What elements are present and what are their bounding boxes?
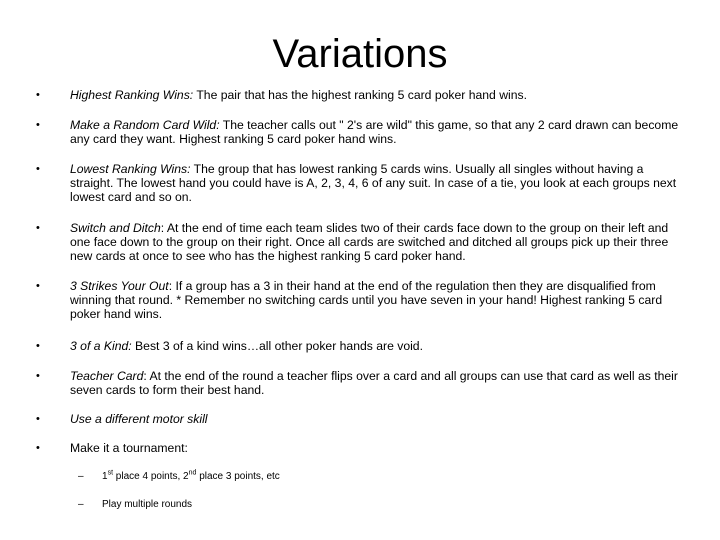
bullet-icon: • — [36, 413, 40, 425]
bullet-icon: • — [36, 280, 40, 292]
sub-text: Play multiple rounds — [102, 499, 193, 510]
sub-text: place 4 points, 2 — [113, 471, 189, 482]
bullet-icon: • — [36, 222, 40, 234]
bullet-icon: • — [36, 370, 40, 382]
item-text: : At the end of time each team slides two of their cards face down to the group on their left and one face down to the group on their right. Once all cards are switched and ditched all groups pick up their three new cards at once to see who has the highest ranking 5 card poker hand. — [70, 221, 669, 263]
item-label: Lowest Ranking Wins: — [70, 162, 191, 176]
item-text: The teacher calls out " 2's are wild" this game, so that any 2 card drawn can become any card they want. Highest ranking 5 card poker hand wins. — [70, 118, 679, 146]
item-label: Highest Ranking Wins: — [70, 88, 194, 102]
dash-icon: – — [78, 471, 84, 482]
slide-title: Variations — [272, 32, 448, 76]
item-text: The group that has lowest ranking 5 cards wins. Usually all singles without having a straight. The lowest hand you could have is A, 2, 3, 4, 6 of any suit. In case of a tie, you look at each groups next lowest card and so on. — [70, 162, 677, 204]
ordinal-suffix: st — [107, 469, 114, 477]
item-label: 3 Strikes Your Out — [70, 279, 169, 293]
item-label: Teacher Card — [70, 369, 144, 383]
sub-text: 1 — [102, 471, 108, 482]
dash-icon: – — [78, 499, 84, 510]
item-text: The pair that has the highest ranking 5 card poker hand wins. — [193, 88, 527, 102]
sub-text: place 3 points, etc — [196, 471, 280, 482]
bullet-icon: • — [36, 340, 40, 352]
item-label: Switch and Ditch — [70, 221, 161, 235]
item-text: : At the end of the round a teacher flips over a card and all groups can use that card as well as their seven cards to form their best hand. — [70, 369, 678, 397]
item-label: 3 of a Kind: — [70, 339, 132, 353]
ordinal-suffix: nd — [188, 469, 197, 477]
item-text: : If a group has a 3 in their hand at the end of the regulation then they are disqualified from winning that round. * Remember no switching cards until you have seven in your hand! Highest ranking 5 card poker hand wins. — [70, 279, 663, 321]
item-text: Make it a tournament: — [70, 441, 188, 455]
bullet-icon: • — [36, 163, 40, 175]
item-label: Use a different motor skill — [70, 412, 208, 426]
item-label: Make a Random Card Wild: — [70, 118, 220, 132]
bullet-icon: • — [36, 119, 40, 131]
bullet-icon: • — [36, 442, 40, 454]
bullet-icon: • — [36, 89, 40, 101]
item-text: Best 3 of a kind wins…all other poker hands are void. — [131, 339, 423, 353]
